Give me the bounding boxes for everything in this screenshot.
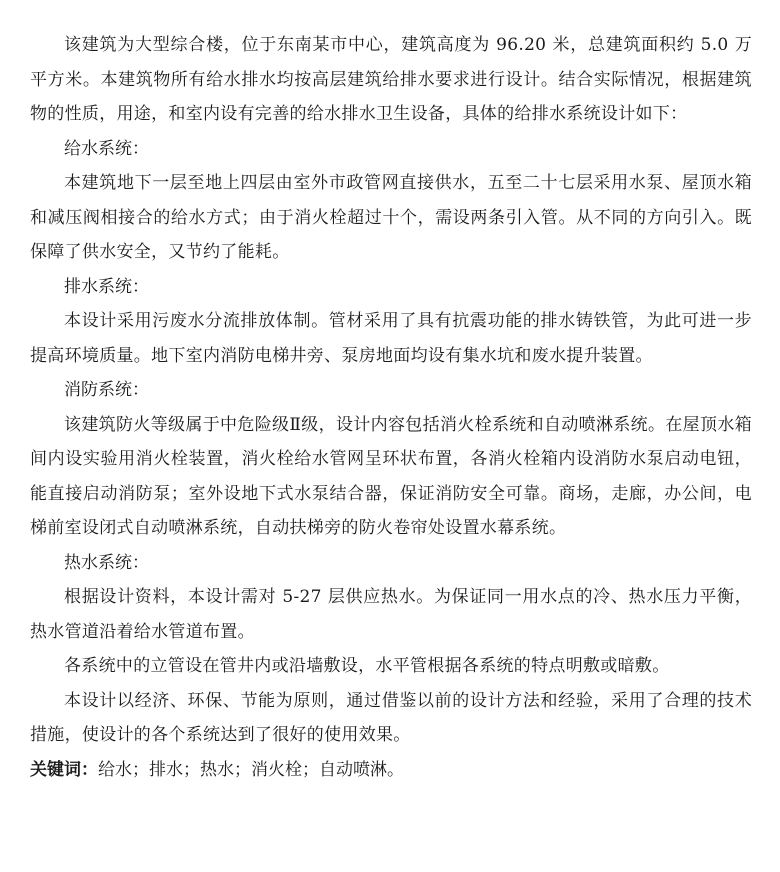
pipes-paragraph: 各系统中的立管设在管井内或沿墙敷设，水平管根据各系统的特点明敷或暗敷。	[64, 656, 670, 676]
fire-paragraph: 该建筑防火等级属于中危险级Ⅱ级，设计内容包括消火栓系统和自动喷淋系统。在屋顶水箱间内设实验用消火栓装置，消火栓给水管网呈环状布置，各消火栓箱内设消防水泵启动电钮，能直接启动消防泵；室外设地下式水泵结合器，保证消防安全可靠。商场，走廊，办公间，电梯前室设闭式自动喷淋系统，自动扶梯旁的防火卷帘处设置水幕系统。	[30, 414, 752, 538]
keywords-label: 关键词：	[30, 759, 98, 780]
abstract-page	[30, 28, 752, 787]
drainage-heading: 排水系统：	[64, 276, 149, 297]
hot-water-paragraph: 根据设计资料，本设计需对 5-27 层供应热水。为保证同一用水点的冷、热水压力平衡，热水管道沿着给水管道布置。	[30, 587, 752, 642]
intro-paragraph: 该建筑为大型综合楼，位于东南某市中心，建筑高度为 96.20 米，总建筑面积约 5.0 万平方米。本建筑物所有给水排水均按高层建筑给排水要求进行设计。结合实际情况，根据建筑物的性质，用途，和室内设有完善的给水排水卫生设备，具体的给排水系统设计如下：	[30, 35, 752, 124]
keywords-line	[30, 753, 752, 788]
hot-water-heading: 热水系统：	[64, 552, 149, 573]
drainage-paragraph: 本设计采用污废水分流排放体制。管材采用了具有抗震功能的排水铸铁管，为此可进一步提高环境质量。地下室内消防电梯井旁、泵房地面均设有集水坑和废水提升装置。	[30, 311, 752, 366]
water-supply-paragraph: 本建筑地下一层至地上四层由室外市政管网直接供水，五至二十七层采用水泵、屋顶水箱和减压阀相接合的给水方式；由于消火栓超过十个，需设两条引入管。从不同的方向引入。既保障了供水安全，又节约了能耗。	[30, 173, 752, 262]
conclusion-paragraph: 本设计以经济、环保、节能为原则，通过借鉴以前的设计方法和经验，采用了合理的技术措施，使设计的各个系统达到了很好的使用效果。	[30, 690, 752, 745]
keywords-values: 给水；排水；热水；消火栓；自动喷淋。	[98, 759, 404, 780]
fire-heading: 消防系统：	[64, 380, 149, 400]
water-supply-heading: 给水系统：	[64, 138, 149, 159]
